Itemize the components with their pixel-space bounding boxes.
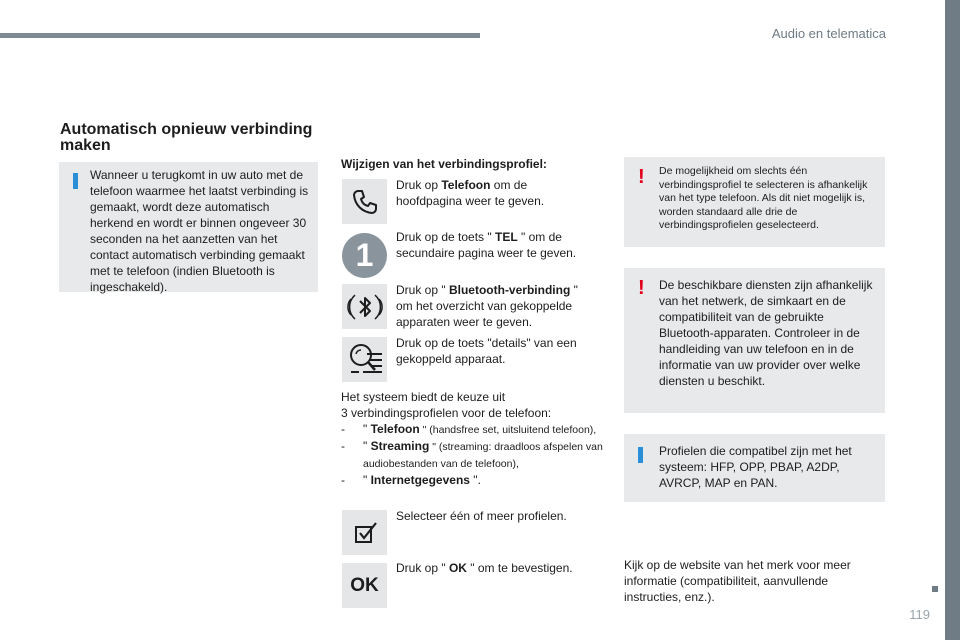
header-rule — [0, 33, 480, 38]
step-telefoon-bold: Telefoon — [441, 178, 491, 192]
subheading-profile: Wijzigen van het verbindingsprofiel: — [341, 157, 547, 171]
warning-box-profile — [624, 157, 885, 247]
step-details: Druk op de toets "details" van een gekoppeld apparaat. — [396, 336, 577, 366]
header-title: Audio en telematica — [771, 26, 886, 41]
checkbox-icon — [352, 520, 378, 546]
step-tel — [396, 229, 601, 261]
checkbox-icon-tile — [342, 510, 387, 555]
profile-item-streaming — [341, 438, 606, 472]
bluetooth-icon — [345, 287, 385, 327]
quote: " — [363, 439, 371, 453]
warning-icon: ! — [638, 277, 645, 299]
step-tel-bold: TEL — [494, 230, 518, 244]
profile-name: Streaming — [370, 439, 430, 453]
page-number: 119 — [909, 607, 930, 622]
profile-name: Internetgegevens — [370, 473, 470, 487]
profile-name: Telefoon — [370, 422, 420, 436]
info-icon — [73, 173, 78, 189]
step-select: Selecteer één of meer profielen. — [396, 509, 567, 523]
quote: " — [363, 422, 371, 436]
info-box-auto-reconnect — [59, 162, 318, 292]
page-edge-bar — [945, 0, 960, 640]
step-telefoon-pre: Druk op — [396, 178, 442, 192]
warning-text-profile: De mogelijkheid om slechts één verbindingsprofiel te selecteren is afhankelijk van het type telefoon. Als dit niet mogelijk is, worden standaard alle drie de verbindingsprofielen geselecteerd. — [659, 165, 868, 231]
details-icon-tile — [342, 337, 387, 382]
step-bluetooth-post: " om het overzicht van gekoppelde apparaten weer te geven. — [396, 283, 578, 329]
profiles-intro-1: Het systeem biedt de keuze uit — [341, 390, 506, 404]
step-number-badge: 1 — [342, 233, 387, 278]
ok-icon-tile — [342, 563, 387, 608]
step-ok-post: " om te bevestigen. — [466, 561, 573, 575]
profile-item-internetgegevens — [341, 472, 606, 488]
step-tel-pre: Druk op de toets " — [396, 230, 495, 244]
phone-icon — [350, 187, 380, 217]
dash: - — [341, 422, 345, 436]
profiles-list — [341, 389, 606, 488]
step-ok-bold: OK — [448, 561, 467, 575]
info-icon — [638, 447, 643, 463]
bluetooth-icon-tile — [342, 284, 387, 329]
info-text: Wanneer u terugkomt in uw auto met de telefoon waarmee het laatst verbinding is gemaakt, wordt deze automatisch herkend en wordt er binnen ongeveer 30 seconden na het aanzetten van het contact automatisch verbinding gemaakt met te telefoon (indien Bluetooth is ingeschakeld). — [90, 168, 309, 294]
info-text-profiles: Profielen die compatibel zijn met het systeem: HFP, OPP, PBAP, A2DP, AVRCP, MAP en PAN. — [659, 444, 852, 490]
step-telefoon-post: om de hoofdpagina weer te geven. — [396, 178, 545, 208]
info-box-profiles — [624, 434, 885, 502]
profile-desc: " (handsfree set, uitsluitend telefoon), — [419, 424, 597, 436]
step-ok-pre: Druk op " — [396, 561, 449, 575]
step-telefoon — [396, 177, 596, 209]
phone-icon-tile — [342, 179, 387, 224]
dash: - — [341, 439, 345, 453]
dash: - — [341, 473, 345, 487]
step-bluetooth-pre: Druk op " — [396, 283, 449, 297]
step-ok — [396, 560, 596, 576]
profile-item-telefoon — [341, 421, 606, 438]
step-tel-post: " om de secundaire pagina weer te geven. — [396, 230, 577, 260]
profile-desc: " (streaming: draadloos afspelen van audiobestanden van de telefoon), — [363, 441, 603, 470]
quote: " — [363, 473, 371, 487]
profile-desc: ". — [469, 473, 481, 487]
details-search-icon — [345, 340, 385, 380]
ok-icon: OK — [350, 574, 379, 596]
warning-icon: ! — [638, 166, 645, 188]
step-bluetooth-bold: Bluetooth-verbinding — [448, 283, 571, 297]
profiles-intro-2: 3 verbindingsprofielen voor de telefoon: — [341, 406, 552, 420]
website-note: Kijk op de website van het merk voor meer informatie (compatibiliteit, aanvullende instructies, enz.). — [624, 558, 851, 604]
page-marker — [932, 586, 938, 592]
section-title: Automatisch opnieuw verbinding maken — [60, 121, 313, 154]
warning-text-services: De beschikbare diensten zijn afhankelijk van het netwerk, de simkaart en de compatibiliteit van de gebruikte Bluetooth-apparaten. Controleer in de handleiding van uw telefoon en in de informatie van uw provider over welke diensten u beschikt. — [659, 278, 873, 388]
warning-box-services — [624, 268, 885, 413]
step-bluetooth — [396, 282, 596, 330]
